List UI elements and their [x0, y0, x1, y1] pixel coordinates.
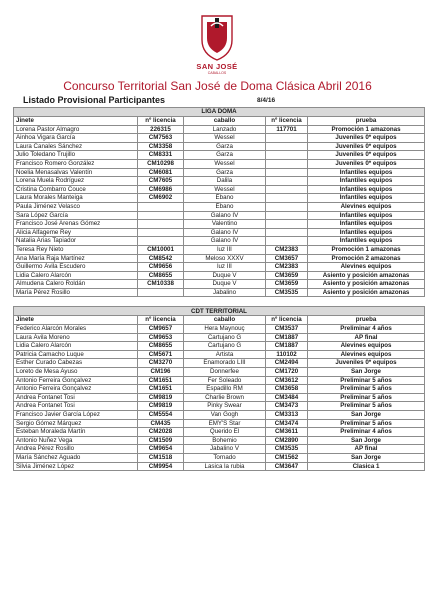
- rider-license-cell: CM6986: [138, 185, 184, 194]
- horse-license-cell: CM1887: [266, 342, 308, 351]
- horse-name-cell: Espadillo RM: [184, 385, 266, 394]
- horse-license-cell: [266, 159, 308, 168]
- rider-license-cell: CM9656: [138, 263, 184, 272]
- event-cell: Infantiles equipos: [308, 211, 425, 220]
- horse-name-cell: Ébano: [184, 202, 266, 211]
- horse-name-cell: Galano IV: [184, 228, 266, 237]
- table-row: [14, 159, 425, 168]
- table-row: [14, 453, 425, 462]
- column-header-row: [14, 316, 425, 325]
- horse-license-cell: CM1887: [266, 333, 308, 342]
- rider-license-cell: CM6902: [138, 194, 184, 203]
- rider-name-cell: Sergio Gómez Márquez: [14, 419, 138, 428]
- section-title: LIGA DOMA: [14, 108, 425, 117]
- rider-name-cell: Lidia Calero Alarcón: [14, 342, 138, 351]
- table-row: [14, 245, 425, 254]
- rider-name-cell: Francisco Romero González: [14, 159, 138, 168]
- rider-name-cell: Federico Alarcón Morales: [14, 325, 138, 334]
- document-date: 8/4/16: [257, 97, 276, 104]
- table-row: [14, 142, 425, 151]
- rider-name-cell: Noelia Menasalvas Valentín: [14, 168, 138, 177]
- horse-license-cell: [266, 168, 308, 177]
- rider-license-cell: CM3270: [138, 359, 184, 368]
- table-row: [14, 125, 425, 134]
- rider-name-cell: Silvia Jiménez López: [14, 462, 138, 471]
- participants-table: [13, 107, 425, 471]
- section-header: [14, 307, 425, 316]
- logo: [177, 10, 257, 78]
- rider-name-cell: Laura Canales Sánchez: [14, 142, 138, 151]
- table-row: [14, 134, 425, 143]
- event-cell: Infantiles equipos: [308, 194, 425, 203]
- column-header-horse-license: nº licencia: [266, 117, 308, 126]
- rider-license-cell: CM9954: [138, 462, 184, 471]
- rider-license-cell: CM9653: [138, 333, 184, 342]
- rider-name-cell: Andrea Fontanet Tosi: [14, 402, 138, 411]
- table-row: [14, 228, 425, 237]
- horse-license-cell: CM3612: [266, 376, 308, 385]
- horse-license-cell: [266, 185, 308, 194]
- horse-license-cell: 110102: [266, 350, 308, 359]
- rider-name-cell: María Pérez Rosillo: [14, 288, 138, 297]
- horse-name-cell: Ébano: [184, 194, 266, 203]
- rider-license-cell: [138, 237, 184, 246]
- rider-license-cell: 226315: [138, 125, 184, 134]
- horse-name-cell: Wessel: [184, 159, 266, 168]
- event-cell: San Jorge: [308, 368, 425, 377]
- table-row: [14, 428, 425, 437]
- column-header-rider-license: nº licencia: [138, 117, 184, 126]
- event-cell: Preliminar 5 años: [308, 393, 425, 402]
- rider-name-cell: Sara López García: [14, 211, 138, 220]
- event-cell: Alevines equipos: [308, 202, 425, 211]
- horse-name-cell: Dalila: [184, 177, 266, 186]
- event-cell: San Jorge: [308, 411, 425, 420]
- horse-license-cell: CM3313: [266, 411, 308, 420]
- horse-name-cell: Garza: [184, 151, 266, 160]
- rider-name-cell: Antonio Ferreira Gonçalvez: [14, 385, 138, 394]
- event-cell: Preliminar 4 años: [308, 325, 425, 334]
- table-row: [14, 376, 425, 385]
- horse-name-cell: EMY'S Star: [184, 419, 266, 428]
- horse-name-cell: Galano IV: [184, 211, 266, 220]
- rider-license-cell: CM3358: [138, 142, 184, 151]
- event-cell: Asiento y posición amazonas: [308, 280, 425, 289]
- spacer-cell: [14, 297, 425, 307]
- table-row: [14, 211, 425, 220]
- event-cell: Preliminar 5 años: [308, 376, 425, 385]
- column-header-rider-name: Jinete: [14, 316, 138, 325]
- event-cell: Alevines equipos: [308, 350, 425, 359]
- table-row: [14, 288, 425, 297]
- horse-name-cell: Donnerfee: [184, 368, 266, 377]
- rider-name-cell: Guillermo Ávila Escudero: [14, 263, 138, 272]
- horse-license-cell: CM3537: [266, 325, 308, 334]
- horse-license-cell: CM3647: [266, 462, 308, 471]
- table-row: [14, 185, 425, 194]
- rider-name-cell: Patricia Camacho Luque: [14, 350, 138, 359]
- horse-license-cell: CM2383: [266, 245, 308, 254]
- event-cell: Infantiles equipos: [308, 220, 425, 229]
- event-cell: AP final: [308, 445, 425, 454]
- horse-license-cell: CM3473: [266, 402, 308, 411]
- horse-license-cell: CM3657: [266, 254, 308, 263]
- event-cell: Infantiles equipos: [308, 237, 425, 246]
- event-cell: Preliminar 5 años: [308, 419, 425, 428]
- rider-license-cell: [138, 220, 184, 229]
- event-cell: Juveniles 0* equipos: [308, 159, 425, 168]
- rider-name-cell: Andrea Pérez Rosillo: [14, 445, 138, 454]
- rider-license-cell: CM1518: [138, 453, 184, 462]
- rider-name-cell: Lorena Pastor Almagro: [14, 125, 138, 134]
- horse-name-cell: Van Gogh: [184, 411, 266, 420]
- table-row: [14, 385, 425, 394]
- horse-name-cell: Duque V: [184, 280, 266, 289]
- event-cell: Alevines equipos: [308, 342, 425, 351]
- horse-license-cell: CM1720: [266, 368, 308, 377]
- horse-license-cell: [266, 202, 308, 211]
- horse-name-cell: Pinky Swear: [184, 402, 266, 411]
- horse-license-cell: CM3535: [266, 288, 308, 297]
- rider-license-cell: [138, 228, 184, 237]
- horse-name-cell: Wessel: [184, 185, 266, 194]
- table-row: [14, 280, 425, 289]
- table-row: [14, 419, 425, 428]
- rider-license-cell: CM8542: [138, 254, 184, 263]
- rider-license-cell: [138, 202, 184, 211]
- horse-license-cell: CM2494: [266, 359, 308, 368]
- rider-name-cell: Natalia Arias Tapiador: [14, 237, 138, 246]
- rider-name-cell: Cristina Combarro Couce: [14, 185, 138, 194]
- table-row: [14, 263, 425, 272]
- rider-license-cell: CM1651: [138, 376, 184, 385]
- rider-license-cell: CM435: [138, 419, 184, 428]
- rider-license-cell: [138, 288, 184, 297]
- column-header-rider-name: Jinete: [14, 117, 138, 126]
- rider-name-cell: Lorena Muela Rodríguez: [14, 177, 138, 186]
- horse-license-cell: 117701: [266, 125, 308, 134]
- horse-name-cell: Garza: [184, 168, 266, 177]
- event-cell: Infantiles equipos: [308, 185, 425, 194]
- column-header-event: prueba: [308, 117, 425, 126]
- horse-name-cell: Galano IV: [184, 237, 266, 246]
- horse-name-cell: Hera Maynouç: [184, 325, 266, 334]
- rider-license-cell: CM1651: [138, 385, 184, 394]
- horse-name-cell: Lasica la rubia: [184, 462, 266, 471]
- rider-license-cell: CM7605: [138, 177, 184, 186]
- horse-license-cell: CM3474: [266, 419, 308, 428]
- table-row: [14, 411, 425, 420]
- rider-name-cell: Lidia Calero Alarcón: [14, 271, 138, 280]
- horse-name-cell: Charlie Brown: [184, 393, 266, 402]
- rider-license-cell: CM2028: [138, 428, 184, 437]
- section-title: CDT TERRITORIAL: [14, 307, 425, 316]
- horse-name-cell: Valentino: [184, 220, 266, 229]
- table-row: [14, 436, 425, 445]
- event-cell: San Jorge: [308, 436, 425, 445]
- event-cell: Preliminar 5 años: [308, 402, 425, 411]
- rider-name-cell: Antonio Nuñez Vega: [14, 436, 138, 445]
- horse-name-cell: Artista: [184, 350, 266, 359]
- event-cell: Alevines equipos: [308, 263, 425, 272]
- event-cell: Juveniles 0* equipos: [308, 151, 425, 160]
- event-cell: Asiento y posición amazonas: [308, 288, 425, 297]
- table-row: [14, 402, 425, 411]
- rider-license-cell: CM10001: [138, 245, 184, 254]
- event-cell: Juveniles 0* equipos: [308, 142, 425, 151]
- event-cell: Infantiles equipos: [308, 168, 425, 177]
- horse-license-cell: [266, 134, 308, 143]
- rider-license-cell: CM8655: [138, 342, 184, 351]
- document-subtitle: Listado Provisional Participantes: [23, 95, 166, 105]
- rider-name-cell: Francisco Javier García López: [14, 411, 138, 420]
- table-row: [14, 359, 425, 368]
- horse-name-cell: Duque V: [184, 271, 266, 280]
- rider-license-cell: CM8655: [138, 271, 184, 280]
- rider-license-cell: CM8331: [138, 151, 184, 160]
- event-cell: Infantiles equipos: [308, 228, 425, 237]
- horse-license-cell: CM3484: [266, 393, 308, 402]
- rider-name-cell: Francisco José Arenas Gómez: [14, 220, 138, 229]
- shield-logo-icon: [177, 10, 257, 62]
- horse-license-cell: [266, 228, 308, 237]
- horse-license-cell: [266, 237, 308, 246]
- column-header-row: [14, 117, 425, 126]
- table-row: [14, 393, 425, 402]
- rider-license-cell: CM10338: [138, 280, 184, 289]
- horse-license-cell: CM3611: [266, 428, 308, 437]
- column-header-rider-license: nº licencia: [138, 316, 184, 325]
- rider-license-cell: CM7563: [138, 134, 184, 143]
- table-row: [14, 220, 425, 229]
- table-row: [14, 333, 425, 342]
- horse-name-cell: Enamorado LIII: [184, 359, 266, 368]
- table-row: [14, 254, 425, 263]
- event-cell: San Jorge: [308, 453, 425, 462]
- horse-name-cell: Jabalino V: [184, 445, 266, 454]
- horse-license-cell: CM3535: [266, 445, 308, 454]
- column-header-horse-name: caballo: [184, 316, 266, 325]
- rider-license-cell: CM1509: [138, 436, 184, 445]
- horse-name-cell: luz III: [184, 245, 266, 254]
- event-cell: Preliminar 5 años: [308, 385, 425, 394]
- horse-license-cell: [266, 142, 308, 151]
- horse-license-cell: CM3659: [266, 280, 308, 289]
- horse-license-cell: [266, 220, 308, 229]
- horse-name-cell: Bohemio: [184, 436, 266, 445]
- horse-license-cell: CM3658: [266, 385, 308, 394]
- horse-license-cell: CM2383: [266, 263, 308, 272]
- event-cell: Promoción 1 amazonas: [308, 245, 425, 254]
- section-header: [14, 108, 425, 117]
- table-row: [14, 202, 425, 211]
- table-row: [14, 325, 425, 334]
- rider-license-cell: CM6081: [138, 168, 184, 177]
- horse-name-cell: Meloso XXXV: [184, 254, 266, 263]
- rider-license-cell: CM5671: [138, 350, 184, 359]
- event-cell: Promoción 1 amazonas: [308, 125, 425, 134]
- rider-license-cell: CM9819: [138, 402, 184, 411]
- table-row: [14, 350, 425, 359]
- rider-license-cell: CM9654: [138, 445, 184, 454]
- table-row: [14, 194, 425, 203]
- event-cell: Promoción 2 amazonas: [308, 254, 425, 263]
- horse-name-cell: Tornado: [184, 453, 266, 462]
- rider-license-cell: [138, 211, 184, 220]
- table-row: [14, 168, 425, 177]
- rider-name-cell: Alicia Alfageme Rey: [14, 228, 138, 237]
- event-cell: AP final: [308, 333, 425, 342]
- horse-license-cell: [266, 151, 308, 160]
- rider-name-cell: Ainhoa Vigara García: [14, 134, 138, 143]
- column-header-horse-license: nº licencia: [266, 316, 308, 325]
- horse-name-cell: Lanzado: [184, 125, 266, 134]
- rider-license-cell: CM9657: [138, 325, 184, 334]
- rider-name-cell: Teresa Rey Nieto: [14, 245, 138, 254]
- horse-license-cell: CM1562: [266, 453, 308, 462]
- logo-text: SAN JOSÉ: [196, 62, 238, 71]
- horse-name-cell: Cartujano G: [184, 333, 266, 342]
- horse-license-cell: CM3659: [266, 271, 308, 280]
- table-row: [14, 151, 425, 160]
- horse-name-cell: Cartujano G: [184, 342, 266, 351]
- rider-name-cell: Paula Jiménez Velasco: [14, 202, 138, 211]
- table-row: [14, 368, 425, 377]
- horse-name-cell: Querido El: [184, 428, 266, 437]
- horse-name-cell: Fer Soleado: [184, 376, 266, 385]
- event-cell: Preliminar 4 años: [308, 428, 425, 437]
- rider-name-cell: Antonio Ferreira Gonçalvez: [14, 376, 138, 385]
- column-header-horse-name: caballo: [184, 117, 266, 126]
- rider-name-cell: Ana María Raja Martínez: [14, 254, 138, 263]
- horse-license-cell: [266, 194, 308, 203]
- rider-name-cell: Laura Ávila Moreno: [14, 333, 138, 342]
- logo-subtext: CABALLOS: [207, 71, 227, 75]
- rider-license-cell: CM10298: [138, 159, 184, 168]
- event-cell: Infantiles equipos: [308, 177, 425, 186]
- rider-name-cell: Esther Curado Cabezas: [14, 359, 138, 368]
- horse-license-cell: CM2890: [266, 436, 308, 445]
- horse-license-cell: [266, 211, 308, 220]
- table-row: [14, 462, 425, 471]
- section-spacer: [14, 297, 425, 307]
- rider-name-cell: María Sánchez Aguado: [14, 453, 138, 462]
- event-cell: Asiento y posición amazonas: [308, 271, 425, 280]
- rider-license-cell: CM5554: [138, 411, 184, 420]
- horse-name-cell: Wessel: [184, 134, 266, 143]
- table-row: [14, 177, 425, 186]
- table-row: [14, 271, 425, 280]
- horse-license-cell: [266, 177, 308, 186]
- rider-name-cell: Andrea Fontanet Tosi: [14, 393, 138, 402]
- rider-name-cell: Almudena Calero Roldán: [14, 280, 138, 289]
- rider-license-cell: CM196: [138, 368, 184, 377]
- horse-name-cell: Garza: [184, 142, 266, 151]
- rider-name-cell: Laura Morales Manteiga: [14, 194, 138, 203]
- table-row: [14, 445, 425, 454]
- event-cell: Clasica 1: [308, 462, 425, 471]
- event-cell: Juveniles 0* equipos: [308, 359, 425, 368]
- table-row: [14, 237, 425, 246]
- horse-name-cell: luz III: [184, 263, 266, 272]
- rider-name-cell: Julio Toledano Trujillo: [14, 151, 138, 160]
- event-cell: Juveniles 0* equipos: [308, 134, 425, 143]
- column-header-event: prueba: [308, 316, 425, 325]
- rider-name-cell: Loreto de Mesa Ayuso: [14, 368, 138, 377]
- rider-license-cell: CM9819: [138, 393, 184, 402]
- table-row: [14, 342, 425, 351]
- horse-name-cell: Jabalino: [184, 288, 266, 297]
- document-title: Concurso Territorial San José de Doma Clásica Abril 2016: [63, 79, 372, 93]
- rider-name-cell: Esteban Moraleda Martín: [14, 428, 138, 437]
